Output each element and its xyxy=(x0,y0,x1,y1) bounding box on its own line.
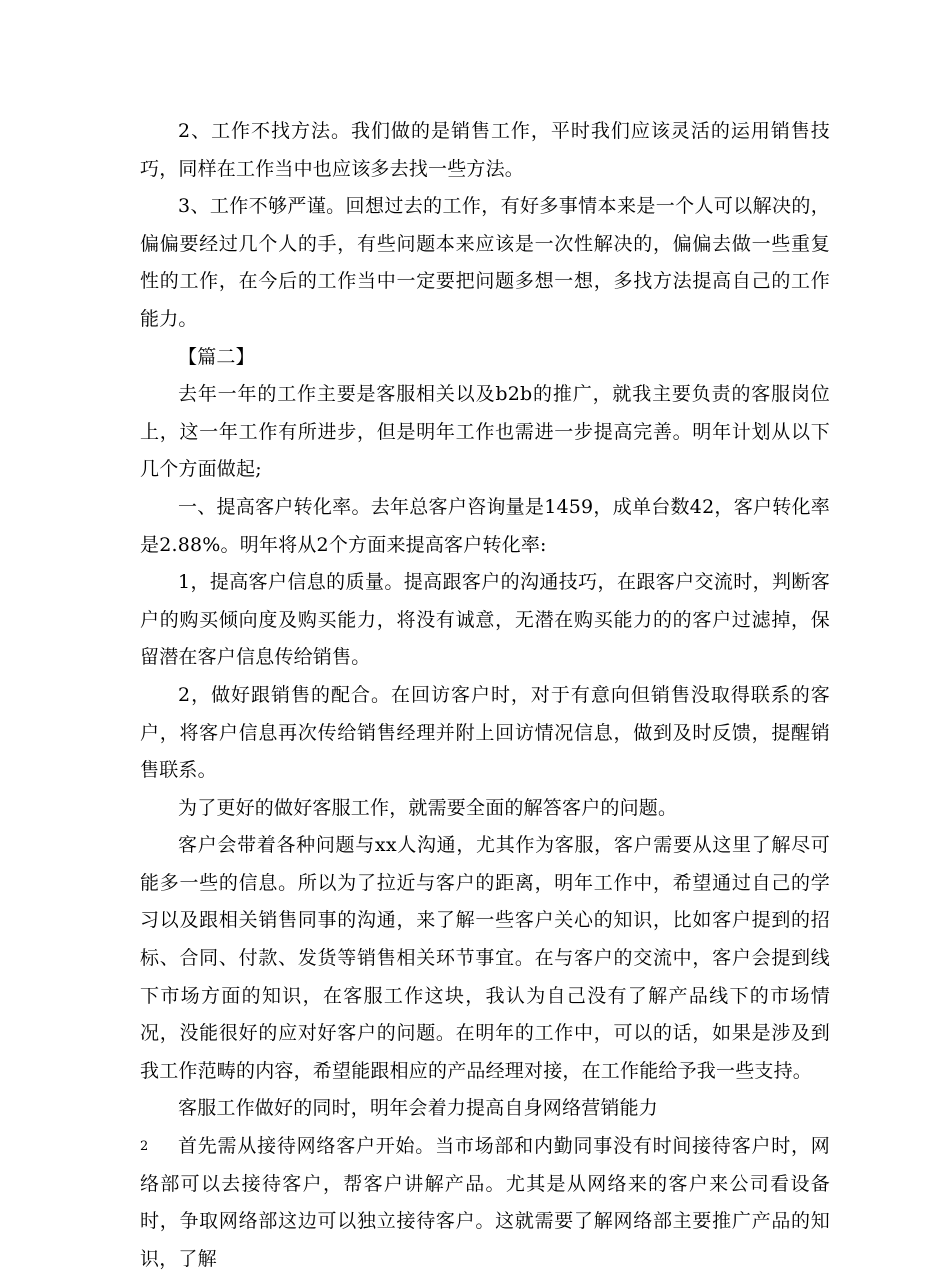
document-body xyxy=(140,113,830,1278)
paragraph-network-reception: 首先需从接待网络客户开始。当市场部和内勤同事没有时间接待客户时，网络部可以去接待客户，帮客户讲解产品。尤其是从网络来的客户来公司看设备时，争取网络部这边可以独立接待客户。这就需要了解网络部主要推广产品的知识，了解 xyxy=(140,1135,830,1270)
section-heading-part-two: 【篇二】 xyxy=(178,345,255,368)
paragraph-last-year-summary: 去年一年的工作主要是客服相关以及b2b的推广，就我主要负责的客服岗位上，这一年工作有所进步，但是明年工作也需进一步提高完善。明年计划从以下几个方面做起; xyxy=(140,383,830,481)
paragraph-network-marketing: 客服工作做好的同时，明年会着力提高自身网络营销能力 xyxy=(178,1097,659,1120)
paragraph-conversion-rate: 一、提高客户转化率。去年总客户咨询量是1459，成单台数42，客户转化率是2.88%。明年将从2个方面来提高客户转化率: xyxy=(140,495,830,556)
paragraph-work-method: 2、工作不找方法。我们做的是销售工作，平时我们应该灵活的运用销售技巧，同样在工作当中也应该多去找一些方法。 xyxy=(140,120,830,180)
paragraph-sales-coordination: 2，做好跟销售的配合。在回访客户时，对于有意向但销售没取得联系的客户，将客户信息再次传给销售经理并附上回访情况信息，做到及时反馈，提醒销售联系。 xyxy=(140,683,830,782)
paragraph-customer-questions: 为了更好的做好客服工作，就需要全面的解答客户的问题。 xyxy=(178,796,678,819)
paragraph-customer-info-quality: 1，提高客户信息的质量。提高跟客户的沟通技巧，在跟客户交流时，判断客户的购买倾向度及购买能力，将没有诚意，无潜在购买能力的的客户过滤掉，保留潜在客户信息传给销售。 xyxy=(140,571,830,669)
paragraph-work-rigor: 3、工作不够严谨。回想过去的工作，有好多事情本来是一个人可以解决的，偏偏要经过几个人的手，有些问题本来应该是一次性解决的，偏偏去做一些重复性的工作，在今后的工作当中一定要把问题多想一想，多找方法提高自己的工作能力。 xyxy=(140,195,830,330)
page-number: 2 xyxy=(140,1139,149,1154)
paragraph-customer-communication: 客户会带着各种问题与xx人沟通，尤其作为客服，客户需要从这里了解尽可能多一些的信息。所以为了拉近与客户的距离，明年工作中，希望通过自己的学习以及跟相关销售同事的沟通，来了解一些客户关心的知识，比如客户提到的招标、合同、付款、发货等销售相关环节事宜。在与客户的交流中，客户会提到线下市场方面的知识，在客服工作这块，我认为自己没有了解产品线下的市场情况，没能很好的应对好客户的问题。在明年的工作中，可以的话，如果是涉及到我工作范畴的内容，希望能跟相应的产品经理对接，在工作能给予我一些支持。 xyxy=(140,834,830,1082)
